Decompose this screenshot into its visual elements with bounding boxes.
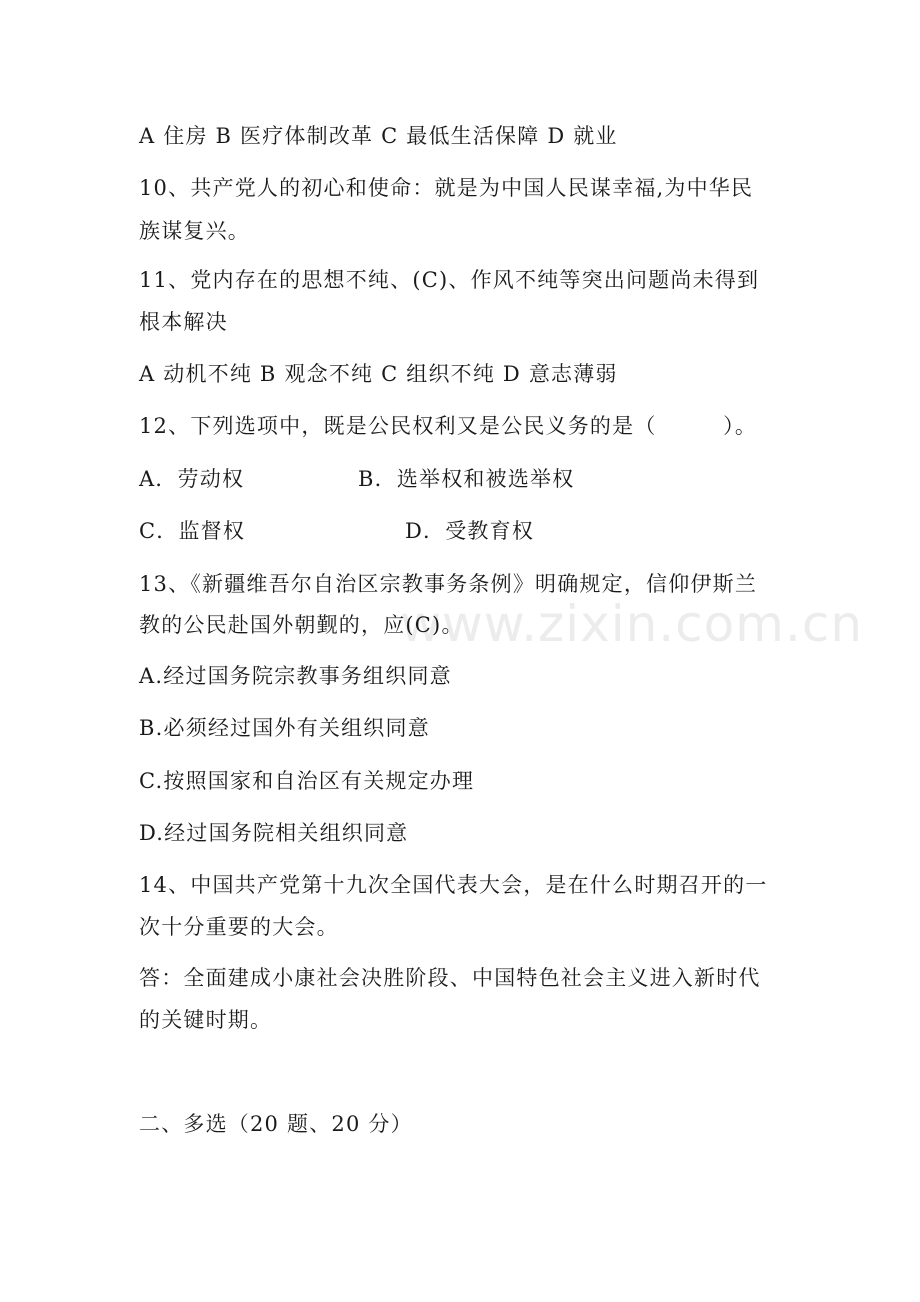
q12-option-d: D．受教育权: [405, 519, 535, 543]
q13-option-d: D.经过国务院相关组织同意: [139, 821, 409, 845]
q9-options: A 住房 B 医疗体制改革 C 最低生活保障 D 就业: [139, 124, 618, 148]
q10-line-1: 10、共产党人的初心和使命：就是为中国人民谋幸福,为中华民: [139, 176, 754, 200]
q11-line-2: 根本解决: [139, 310, 228, 334]
q14-answer-line-1: 答：全面建成小康社会决胜阶段、中国特色社会主义进入新时代: [139, 966, 761, 990]
q12-option-c: C．监督权: [139, 519, 246, 543]
q13-option-a: A.经过国务院宗教事务组织同意: [139, 664, 452, 688]
q13-line-2: 教的公民赴国外朝觐的，应(C)。: [139, 613, 464, 637]
q13-line-1: 13、《新疆维吾尔自治区宗教事务条例》明确规定，信仰伊斯兰: [139, 572, 758, 596]
q14-line-2: 次十分重要的大会。: [139, 915, 339, 939]
q11-line-1: 11、党内存在的思想不纯、(C)、作风不纯等突出问题尚未得到: [139, 268, 760, 292]
q12-option-b: B．选举权和被选举权: [358, 467, 575, 491]
q14-line-1: 14、中国共产党第十九次全国代表大会，是在什么时期召开的一: [139, 873, 768, 897]
watermark: www.zixin.com.cn: [400, 595, 864, 653]
q12-question: 12、下列选项中，既是公民权利又是公民义务的是（ ）。: [139, 414, 758, 438]
q11-options: A 动机不纯 B 观念不纯 C 组织不纯 D 意志薄弱: [139, 362, 618, 386]
section-heading: 二、多选（20 题、20 分）: [139, 1112, 413, 1136]
q13-option-c: C.按照国家和自治区有关规定办理: [139, 769, 475, 793]
q14-answer-line-2: 的关键时期。: [139, 1008, 273, 1032]
q13-option-b: B.必须经过国外有关组织同意: [139, 716, 430, 740]
q10-line-2: 族谋复兴。: [139, 219, 250, 243]
q12-option-a: A．劳动权: [139, 467, 245, 491]
